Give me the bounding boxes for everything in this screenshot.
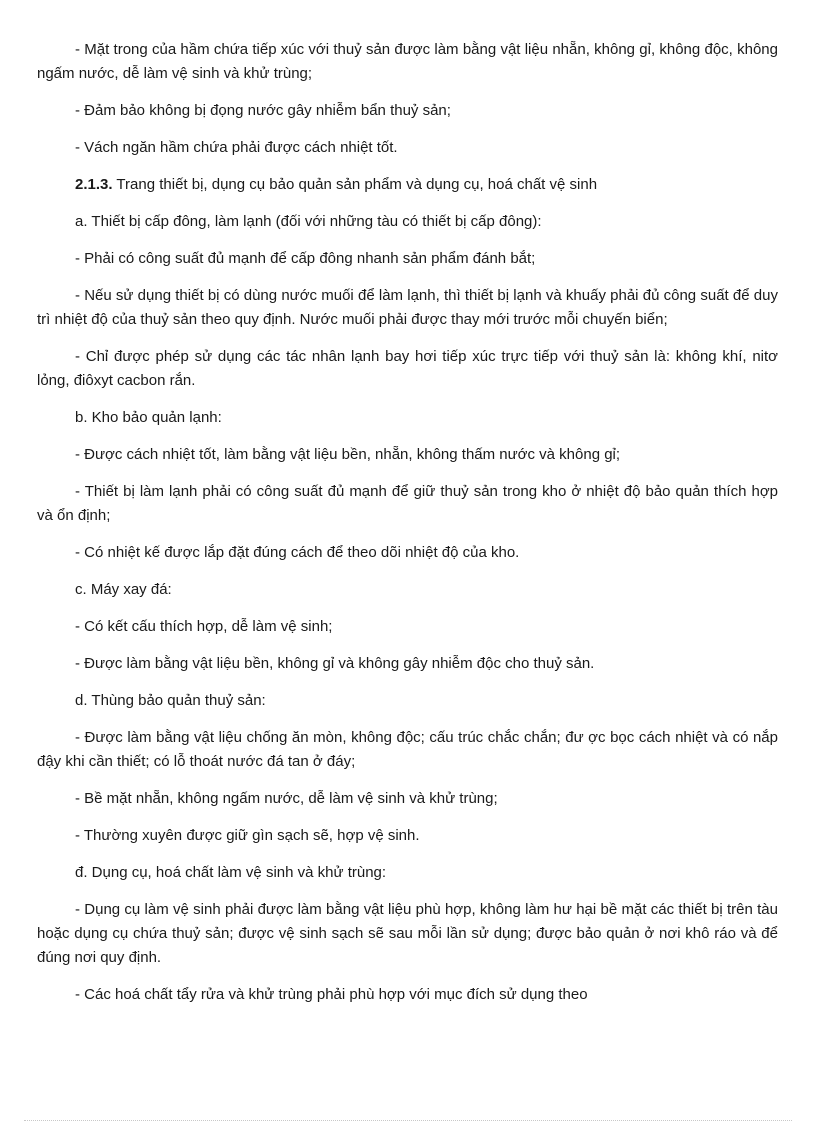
- section-heading-2-1-3: [37, 173, 778, 197]
- paragraph-bin-surface: [37, 787, 778, 811]
- paragraph-text: - Có kết cấu thích hợp, dễ làm vệ sinh;: [75, 618, 333, 635]
- paragraph-text: đ. Dụng cụ, hoá chất làm vệ sinh và khử trùng:: [75, 864, 387, 881]
- paragraph-text: - Được làm bằng vật liệu chống ăn mòn, không độc; cấu trúc chắc chắn; đư ợc bọc cách nhiệt và có nắp đậy khi cần thiết; có lỗ thoát nước đá tan ở đáy;: [37, 729, 778, 770]
- paragraph-text: - Được làm bằng vật liệu bền, không gỉ và không gây nhiễm độc cho thuỷ sản.: [75, 655, 595, 672]
- paragraph-text: - Nếu sử dụng thiết bị có dùng nước muối để làm lạnh, thì thiết bị lạnh và khuấy phải đủ công suất để duy trì nhiệt độ của thuỷ sản theo quy định. Nước muối phải được thay mới trước mỗi chuyến biển;: [37, 287, 778, 328]
- paragraph-text: a. Thiết bị cấp đông, làm lạnh (đối với những tàu có thiết bị cấp đông):: [75, 213, 542, 230]
- paragraph-grinder-material: [37, 652, 778, 676]
- paragraph-text: - Được cách nhiệt tốt, làm bằng vật liệu bền, nhẵn, không thấm nước và không gỉ;: [75, 446, 621, 463]
- paragraph-cleaning-tools: [37, 898, 778, 970]
- paragraph-freezing-capacity: [37, 247, 778, 271]
- paragraph-text: - Chỉ được phép sử dụng các tác nhân lạnh bay hơi tiếp xúc trực tiếp với thuỷ sản là: không khí, nitơ lỏng, điôxyt cacbon rắn.: [37, 348, 778, 389]
- subheading-a-freezing-equipment: [37, 210, 778, 234]
- paragraph-insulated-partition: [37, 136, 778, 160]
- subheading-d-storage-bins: [37, 689, 778, 713]
- subheading-dd-cleaning-tools: [37, 861, 778, 885]
- paragraph-no-stagnant-water: [37, 99, 778, 123]
- paragraph-bin-material: [37, 726, 778, 774]
- paragraph-text: - Thường xuyên được giữ gìn sạch sẽ, hợp vệ sinh.: [75, 827, 420, 844]
- paragraph-chemicals: [37, 983, 778, 1007]
- page-bottom-divider: [24, 1120, 792, 1121]
- paragraph-text: - Phải có công suất đủ mạnh để cấp đông nhanh sản phẩm đánh bắt;: [75, 250, 536, 267]
- paragraph-thermometer: [37, 541, 778, 565]
- section-number: 2.1.3.: [75, 176, 113, 193]
- paragraph-text: - Có nhiệt kế được lắp đặt đúng cách để theo dõi nhiệt độ của kho.: [75, 544, 520, 561]
- paragraph-storage-cooling: [37, 480, 778, 528]
- paragraph-bin-cleanliness: [37, 824, 778, 848]
- paragraph-text: - Các hoá chất tẩy rửa và khử trùng phải phù hợp với mục đích sử dụng theo: [75, 986, 588, 1003]
- paragraph-text: - Đảm bảo không bị đọng nước gây nhiễm bẩn thuỷ sản;: [75, 102, 451, 119]
- paragraph-storage-insulation: [37, 443, 778, 467]
- paragraph-refrigerants: [37, 345, 778, 393]
- paragraph-text: c. Máy xay đá:: [75, 581, 172, 598]
- paragraph-text: - Mặt trong của hầm chứa tiếp xúc với thuỷ sản được làm bằng vật liệu nhẵn, không gỉ, không độc, không ngấm nước, dễ làm vệ sinh và khử trùng;: [37, 41, 778, 82]
- paragraph-text: - Thiết bị làm lạnh phải có công suất đủ mạnh để giữ thuỷ sản trong kho ở nhiệt độ bảo quản thích hợp và ổn định;: [37, 483, 778, 524]
- paragraph-text: - Dụng cụ làm vệ sinh phải được làm bằng vật liệu phù hợp, không làm hư hại bề mặt các thiết bị trên tàu hoặc dụng cụ chứa thuỷ sản; được vệ sinh sạch sẽ sau mỗi lần sử dụng; được bảo quản ở nơi khô ráo và để đúng nơi quy định.: [37, 901, 778, 966]
- subheading-b-cold-storage: [37, 406, 778, 430]
- section-title: Trang thiết bị, dụng cụ bảo quản sản phẩm và dụng cụ, hoá chất vệ sinh: [112, 176, 598, 193]
- paragraph-text: - Vách ngăn hầm chứa phải được cách nhiệt tốt.: [75, 139, 398, 156]
- paragraph-hold-inner-surface: [37, 38, 778, 86]
- document-body: [37, 38, 778, 1020]
- paragraph-text: b. Kho bảo quản lạnh:: [75, 409, 222, 426]
- subheading-c-ice-grinder: [37, 578, 778, 602]
- paragraph-grinder-structure: [37, 615, 778, 639]
- paragraph-brine-cooling: [37, 284, 778, 332]
- paragraph-text: d. Thùng bảo quản thuỷ sản:: [75, 692, 266, 709]
- paragraph-text: - Bề mặt nhẵn, không ngấm nước, dễ làm vệ sinh và khử trùng;: [75, 790, 498, 807]
